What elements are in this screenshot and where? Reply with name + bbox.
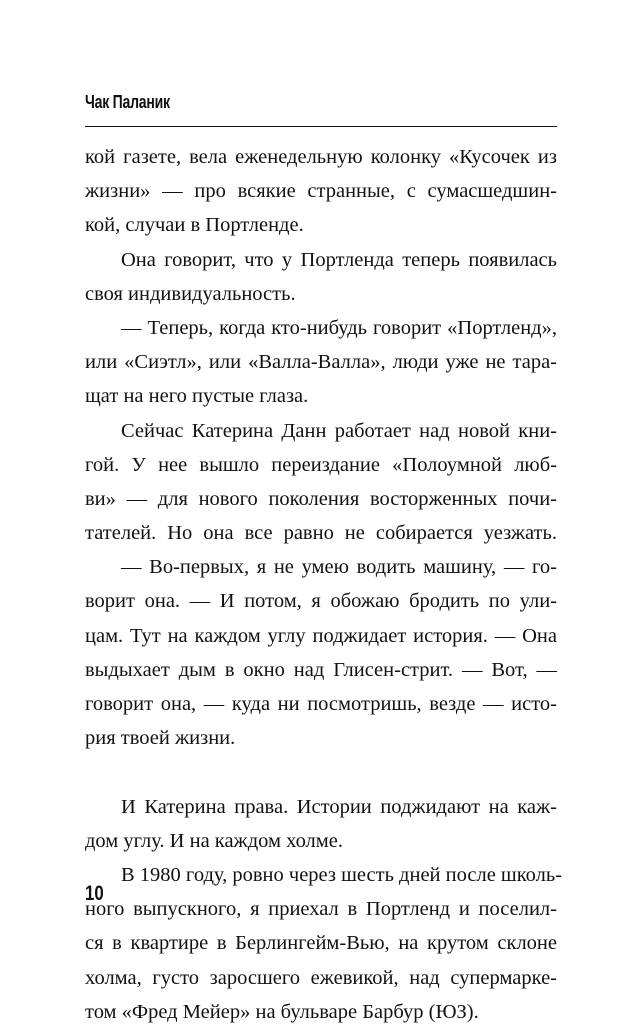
text-line: — Теперь, когда кто-нибудь говорит «Портленд», — [121, 316, 557, 339]
text-line: ного выпускного, я приехал в Портленд и поселил- — [85, 898, 557, 921]
text-line: Сейчас Катерина Данн работает над новой кни- — [121, 419, 557, 442]
text-line: ся в квартире в Берлингейм-Вью, на крутом склоне — [85, 932, 557, 955]
text-line: — Во-первых, я не умею водить машину, — го- — [121, 556, 557, 579]
text-line: щат на него пустые глаза. — [85, 385, 309, 408]
text-line: кой, случаи в Портленде. — [85, 214, 304, 237]
text-line: том «Фред Мейер» на бульваре Барбур (ЮЗ). — [85, 1000, 479, 1023]
text-line: или «Сиэтл», или «Валла-Валла», люди уже не тара- — [85, 351, 557, 374]
paragraph-gap — [85, 755, 557, 789]
text-line: ворит она. — И потом, я обожаю бродить по ули- — [85, 590, 557, 613]
running-head: Чак Паланик — [85, 92, 170, 112]
text-line: И Катерина права. Истории поджидают на каж- — [121, 795, 557, 818]
text-line: выдыхает дым в окно над Глисен-стрит. — Вот, — — [85, 658, 557, 681]
text-line: Она говорит, что у Портленда теперь появилась — [121, 248, 557, 271]
text-line: своя индивидуальность. — [85, 282, 296, 305]
text-line: жизни» — про всякие странные, с сумасшедшин- — [85, 180, 557, 203]
text-line: говорит она, — куда ни посмотришь, везде — исто- — [85, 693, 557, 715]
page-number: 10 — [85, 882, 104, 905]
text-line: гой. У нее вышло переиздание «Полоумной люб- — [85, 453, 557, 476]
text-line: дом углу. И на каждом холме. — [85, 829, 343, 852]
text-line: холма, густо заросшего ежевикой, над супермарке- — [85, 966, 557, 989]
text-line: кой газете, вела еженедельную колонку «Кусочек из — [85, 146, 557, 168]
text-line: ви» — для нового поколения восторженных почи- — [85, 487, 557, 510]
header-rule — [85, 126, 557, 127]
text-line: В 1980 году, ровно через шесть дней после школь- — [121, 863, 563, 886]
text-line: цам. Тут на каждом углу поджидает история. — Она — [85, 624, 557, 647]
text-line: рия твоей жизни. — [85, 727, 236, 750]
text-line: тателей. Но она все равно не собирается уезжать. — [85, 522, 557, 545]
body-text — [85, 140, 563, 1029]
